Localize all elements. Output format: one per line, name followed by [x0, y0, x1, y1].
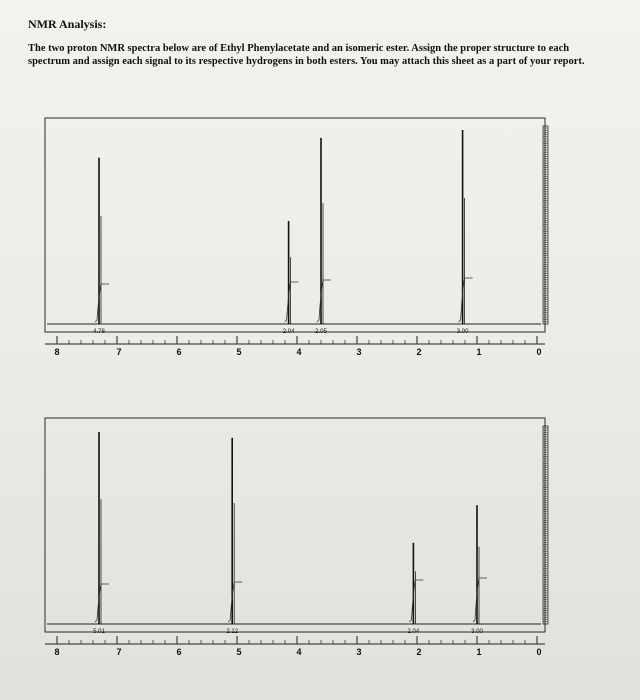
integration-curve	[228, 582, 242, 622]
ppm-tick-label: 5	[236, 347, 242, 357]
integral-label: 2.04	[407, 629, 420, 635]
ppm-tick-label: 1	[476, 647, 482, 657]
nmr-spectrum-2	[0, 400, 640, 670]
ppm-tick-label: 3	[356, 647, 362, 657]
integration-curve	[317, 280, 331, 322]
ppm-tick-label: 4	[296, 647, 302, 657]
integration-curve	[473, 578, 487, 622]
ppm-tick-label: 5	[236, 647, 242, 657]
ppm-tick-label: 7	[116, 347, 122, 357]
plot-frame	[45, 118, 545, 332]
integration-curve	[95, 284, 109, 322]
integral-label: 2.04	[282, 329, 295, 335]
integration-curve	[459, 278, 473, 322]
ppm-tick-label: 6	[176, 647, 182, 657]
ppm-tick-label: 8	[54, 347, 60, 357]
ppm-tick-label: 0	[536, 647, 542, 657]
nmr-spectrum-1	[0, 100, 640, 370]
ppm-tick-label: 7	[116, 647, 122, 657]
integral-label: 5.01	[93, 629, 105, 635]
integration-curve	[409, 580, 423, 622]
ppm-tick-label: 1	[476, 347, 482, 357]
ppm-tick-label: 4	[296, 347, 302, 357]
integral-label: 3.00	[471, 629, 483, 635]
ppm-tick-label: 2	[416, 347, 422, 357]
ppm-tick-label: 2	[416, 647, 422, 657]
integration-curve	[95, 584, 109, 622]
plot-frame	[45, 418, 545, 632]
integration-curve	[285, 282, 299, 322]
ppm-tick-label: 3	[356, 347, 362, 357]
ppm-tick-label: 8	[54, 647, 60, 657]
integral-label: 4.78	[93, 329, 105, 335]
ppm-tick-label: 6	[176, 347, 182, 357]
integral-label: 3.00	[456, 329, 469, 335]
integral-label: 2.12	[226, 629, 239, 635]
instructions-paragraph: The two proton NMR spectra below are of Ethyl Phenylacetate and an isomeric ester. Assign the proper structure to each spectrum and assign each signal to its respective hydrogens in both esters. You may attach this sheet as a part of your report.	[28, 43, 585, 67]
integral-label: 2.05	[315, 329, 327, 335]
page-heading: NMR Analysis:	[28, 17, 107, 31]
ppm-tick-label: 0	[536, 347, 542, 357]
